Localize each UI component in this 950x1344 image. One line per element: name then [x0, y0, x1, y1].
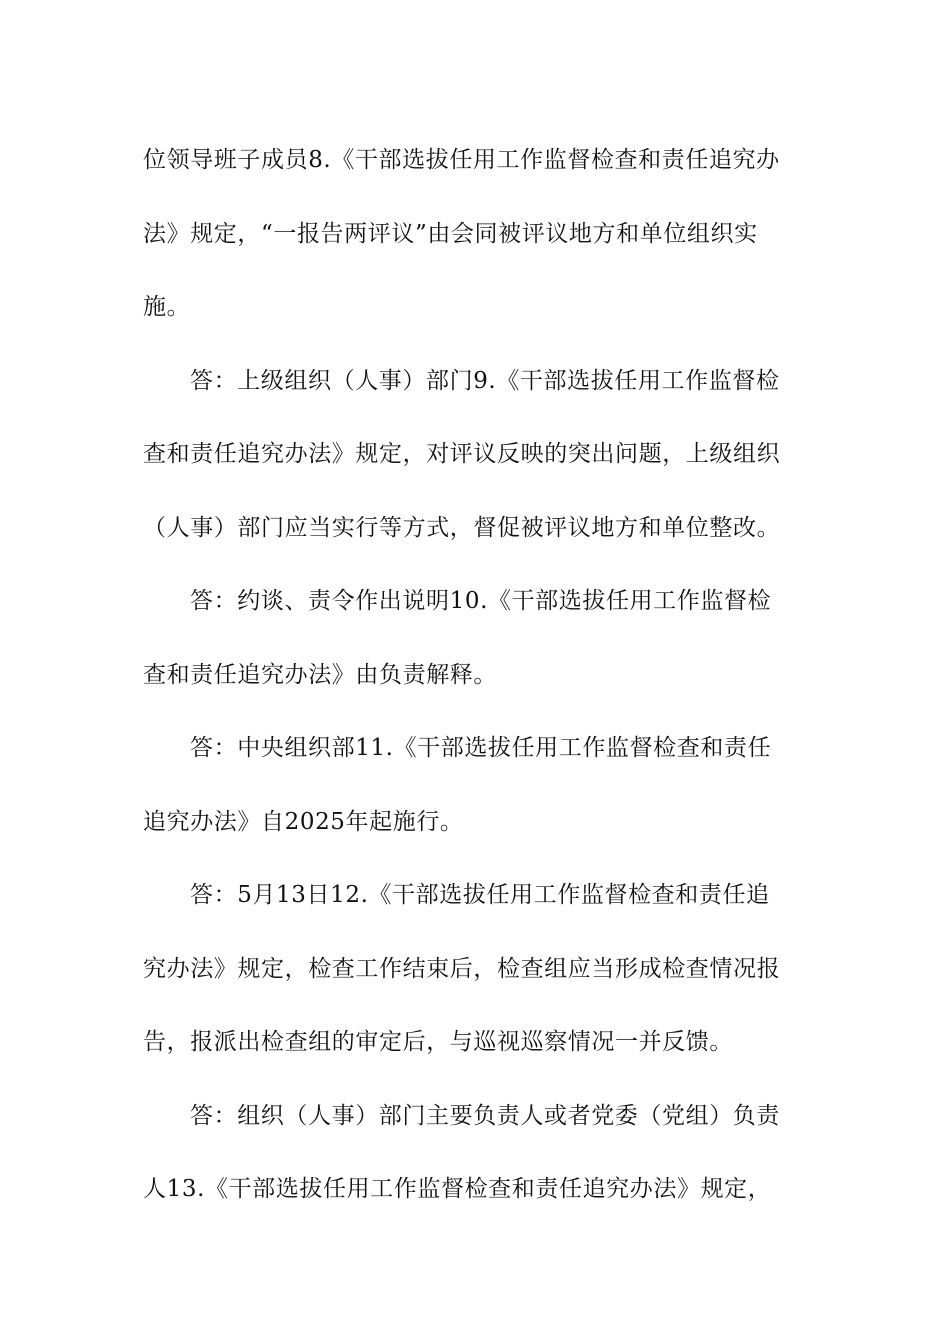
paragraph-5	[143, 859, 803, 1080]
text-line: 答：5月13日12.《干部选拔任用工作监督检查和责任追	[190, 882, 770, 908]
text-line: 法》规定，“一报告两评议”由会同被评议地方和单位组织实	[143, 220, 758, 247]
text-line: 答：中央组织部11.《干部选拔任用工作监督检查和责任	[190, 735, 772, 761]
text-line: 施。	[143, 294, 191, 320]
text-line: 追究办法》自2025年起施行。	[143, 808, 464, 835]
text-line: （人事）部门应当实行等方式，督促被评议地方和单位整改。	[143, 514, 781, 541]
document-body	[143, 124, 803, 1227]
text-line: 人13.《干部选拔任用工作监督检查和责任追究办法》规定，	[143, 1176, 772, 1202]
text-line: 位领导班子成员8.《干部选拔任用工作监督检查和责任追究办	[143, 147, 780, 173]
text-line: 答：上级组织（人事）部门9.《干部选拔任用工作监督检	[190, 367, 780, 394]
paragraph-1	[143, 124, 803, 345]
paragraph-4	[143, 712, 803, 859]
text-line: 告，报派出检查组的审定后，与巡视巡察情况一并反馈。	[143, 1029, 733, 1055]
text-line: 答：约谈、责令作出说明10.《干部选拔任用工作监督检	[190, 588, 772, 614]
text-line: 答：组织（人事）部门主要负责人或者党委（党组）负责	[190, 1102, 780, 1129]
text-line: 查和责任追究办法》由负责解释。	[143, 661, 497, 688]
paragraph-2	[143, 345, 803, 566]
paragraph-6	[143, 1080, 803, 1227]
text-line: 究办法》规定，检查工作结束后，检查组应当形成检查情况报	[143, 955, 781, 982]
text-line: 查和责任追究办法》规定，对评议反映的突出问题，上级组织	[143, 441, 781, 467]
paragraph-3	[143, 565, 803, 712]
